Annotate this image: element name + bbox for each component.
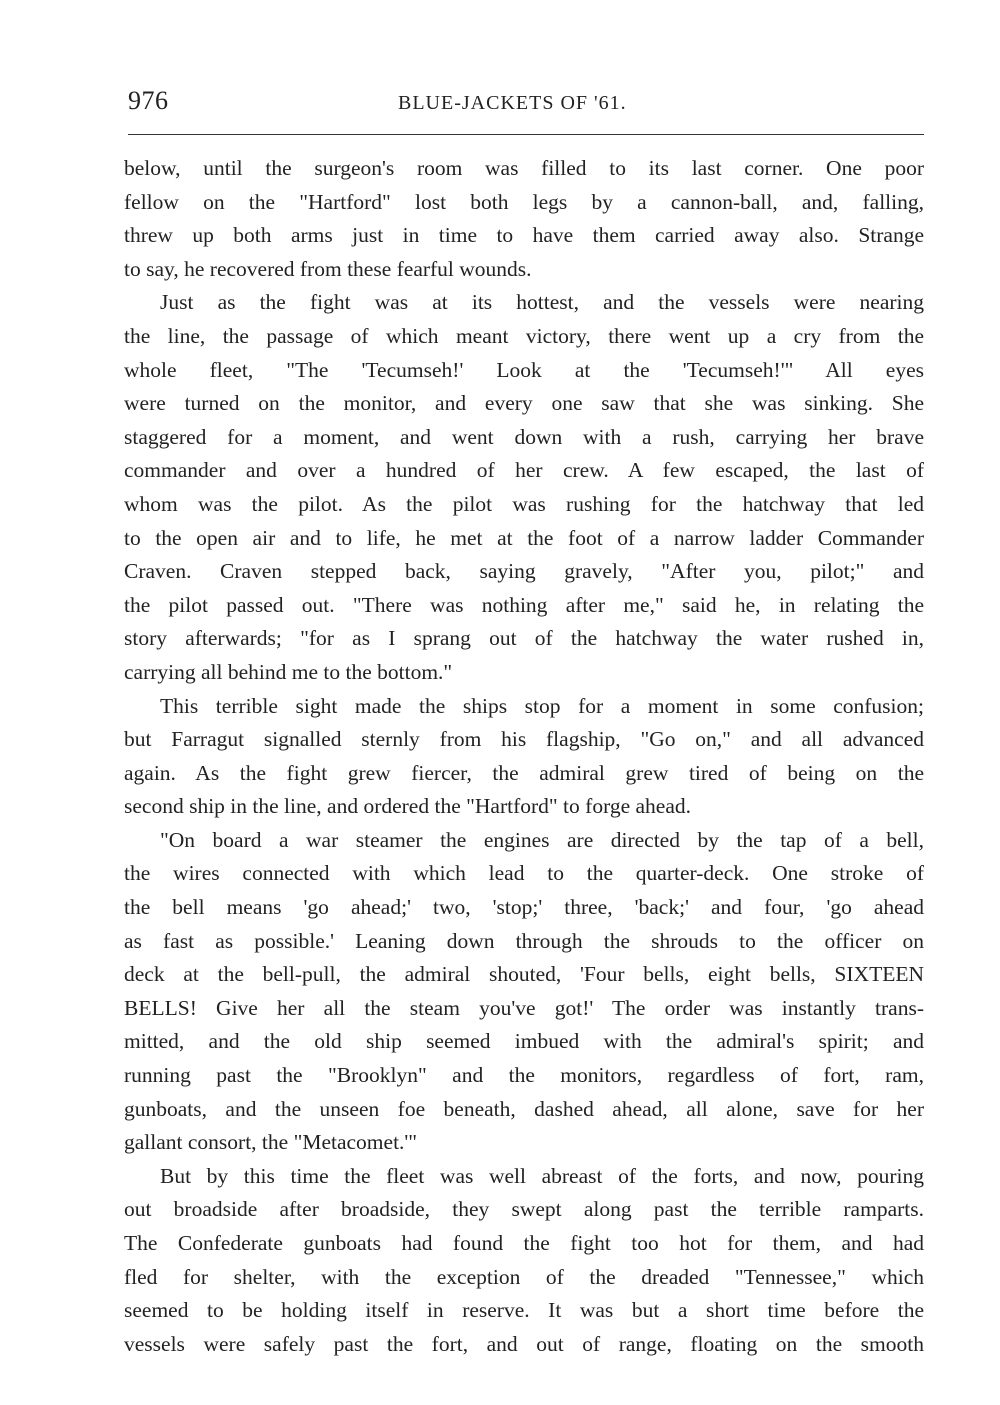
text-line: This terrible sight made the ships stop for a moment in some confusion; (160, 693, 924, 718)
text-line: staggered for a moment, and went down with a rush, carrying her brave (124, 424, 924, 449)
text-line: fled for shelter, with the exception of the dreaded "Tennessee," which (124, 1264, 924, 1289)
text-line: the pilot passed out. "There was nothing after me," said he, in relating the (124, 592, 924, 617)
text-line: The Confederate gunboats had found the fight too hot for them, and had (124, 1231, 924, 1255)
text-line: fellow on the "Hartford" lost both legs by a cannon-ball, and, falling, (124, 189, 924, 214)
text-line: vessels were safely past the fort, and out of range, floating on the smooth (124, 1331, 924, 1356)
text-line: the bell means 'go ahead;' two, 'stop;' three, 'back;' and four, 'go ahead (124, 895, 924, 920)
text-line: below, until the surgeon's room was filled to its last corner. One poor (124, 156, 924, 180)
text-line: carrying all behind me to the bottom." (124, 659, 453, 684)
text-line: out broadside after broadside, they swept along past the terrible ramparts. (124, 1197, 924, 1222)
text-line: threw up both arms just in time to have them carried away also. Strange (124, 223, 924, 248)
page-number: 976 (128, 86, 169, 115)
text-line: mitted, and the old ship seemed imbued with the admiral's spirit; and (124, 1029, 924, 1054)
body-text (124, 152, 924, 1361)
text-line: to the open air and to life, he met at the foot of a narrow ladder Commander (124, 525, 924, 550)
text-line: Just as the fight was at its hottest, and the vessels were nearing (160, 290, 924, 315)
header-rule (128, 134, 924, 135)
text-line: deck at the bell-pull, the admiral shouted, 'Four bells, eight bells, SIXTEEN (124, 962, 924, 987)
text-line: as fast as possible.' Leaning down through the shrouds to the officer on (124, 928, 924, 953)
text-line: gallant consort, the "Metacomet.'" (124, 1130, 418, 1155)
running-head: BLUE-JACKETS OF '61. (398, 92, 627, 114)
text-line: the line, the passage of which meant victory, there went up a cry from the (124, 323, 924, 348)
text-line: the wires connected with which lead to the quarter-deck. One stroke of (124, 861, 924, 886)
page-header (128, 86, 924, 126)
text-line: But by this time the fleet was well abreast of the forts, and now, pouring (160, 1163, 924, 1188)
text-line: commander and over a hundred of her crew. A few escaped, the last of (124, 458, 924, 483)
text-line: again. As the fight grew fiercer, the admiral grew tired of being on the (124, 760, 924, 785)
text-line: BELLS! Give her all the steam you've got!' The order was instantly trans- (124, 995, 924, 1020)
text-line: second ship in the line, and ordered the "Hartford" to forge ahead. (124, 794, 692, 819)
text-line: whom was the pilot. As the pilot was rushing for the hatchway that led (124, 491, 924, 516)
text-line: story afterwards; "for as I sprang out of the hatchway the water rushed in, (124, 626, 924, 651)
text-line: but Farragut signalled sternly from his flagship, "Go on," and all advanced (124, 727, 924, 752)
text-line: whole fleet, "The 'Tecumseh!' Look at the 'Tecumseh!'" All eyes (124, 357, 924, 382)
text-line: "On board a war steamer the engines are directed by the tap of a bell, (160, 827, 924, 852)
text-line: seemed to be holding itself in reserve. It was but a short time before the (124, 1298, 924, 1323)
text-line: running past the "Brooklyn" and the monitors, regardless of fort, ram, (124, 1063, 924, 1088)
text-line: Craven. Craven stepped back, saying gravely, "After you, pilot;" and (124, 559, 924, 584)
text-line: were turned on the monitor, and every one saw that she was sinking. She (124, 391, 924, 416)
text-line: to say, he recovered from these fearful wounds. (124, 256, 532, 281)
text-line: gunboats, and the unseen foe beneath, dashed ahead, all alone, save for her (124, 1096, 924, 1121)
